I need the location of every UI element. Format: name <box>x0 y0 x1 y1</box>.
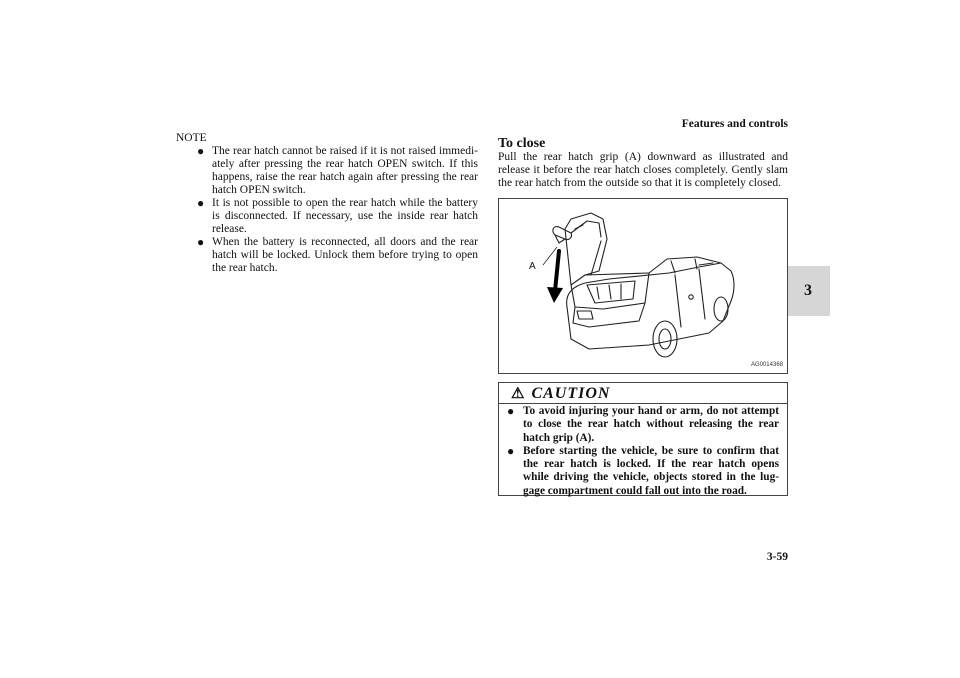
warning-triangle-icon: ⚠ <box>511 386 526 402</box>
car-rear-hatch-drawing <box>499 199 787 373</box>
section-header: Features and controls <box>681 118 788 130</box>
note-item: ● When the battery is reconnected, all doors and the rear hatch will be locked. Unlock them before trying to open the rear hatch. <box>176 236 478 275</box>
note-list <box>176 145 478 275</box>
rear-hatch-illustration <box>498 198 788 374</box>
chapter-tab: 3 <box>786 266 830 316</box>
caution-list <box>499 405 787 498</box>
pull-arrow-icon <box>547 251 563 303</box>
note-heading: NOTE <box>176 132 207 144</box>
page-number: 3-59 <box>766 551 788 563</box>
caution-item: ● To avoid injuring your hand or arm, do not attempt to close the rear hatch without releasing the rear hatch grip (A). <box>499 405 787 445</box>
to-close-section <box>498 136 788 190</box>
caution-box <box>498 382 788 496</box>
instruction-text: Pull the rear hatch grip (A) downward as illustrated and release it before the rear hatch closes completely. Gently slam the rear hatch from the outside so that it is completely closed. <box>498 151 788 189</box>
note-section <box>176 132 478 275</box>
note-item: ● It is not possible to open the rear hatch while the battery is disconnected. If necessary, use the inside rear hatch release. <box>176 197 478 236</box>
note-item: ● The rear hatch cannot be raised if it is not raised immedi-ately after pressing the rear hatch OPEN switch. If this happens, raise the rear hatch again after pressing the rear hatch OPEN switch. <box>176 145 478 197</box>
caution-divider <box>499 403 787 404</box>
caution-item: ● Before starting the vehicle, be sure to confirm that the rear hatch is locked. If the rear hatch opens while driving the vehicle, objects stored in the lug-gage compartment could fall out into the road. <box>499 445 787 498</box>
section-title: To close <box>498 136 546 151</box>
callout-label-a: A <box>529 261 536 272</box>
caution-title-text: CAUTION <box>531 385 611 402</box>
figure-code: AG0014368 <box>750 362 783 368</box>
caution-heading <box>511 384 610 403</box>
